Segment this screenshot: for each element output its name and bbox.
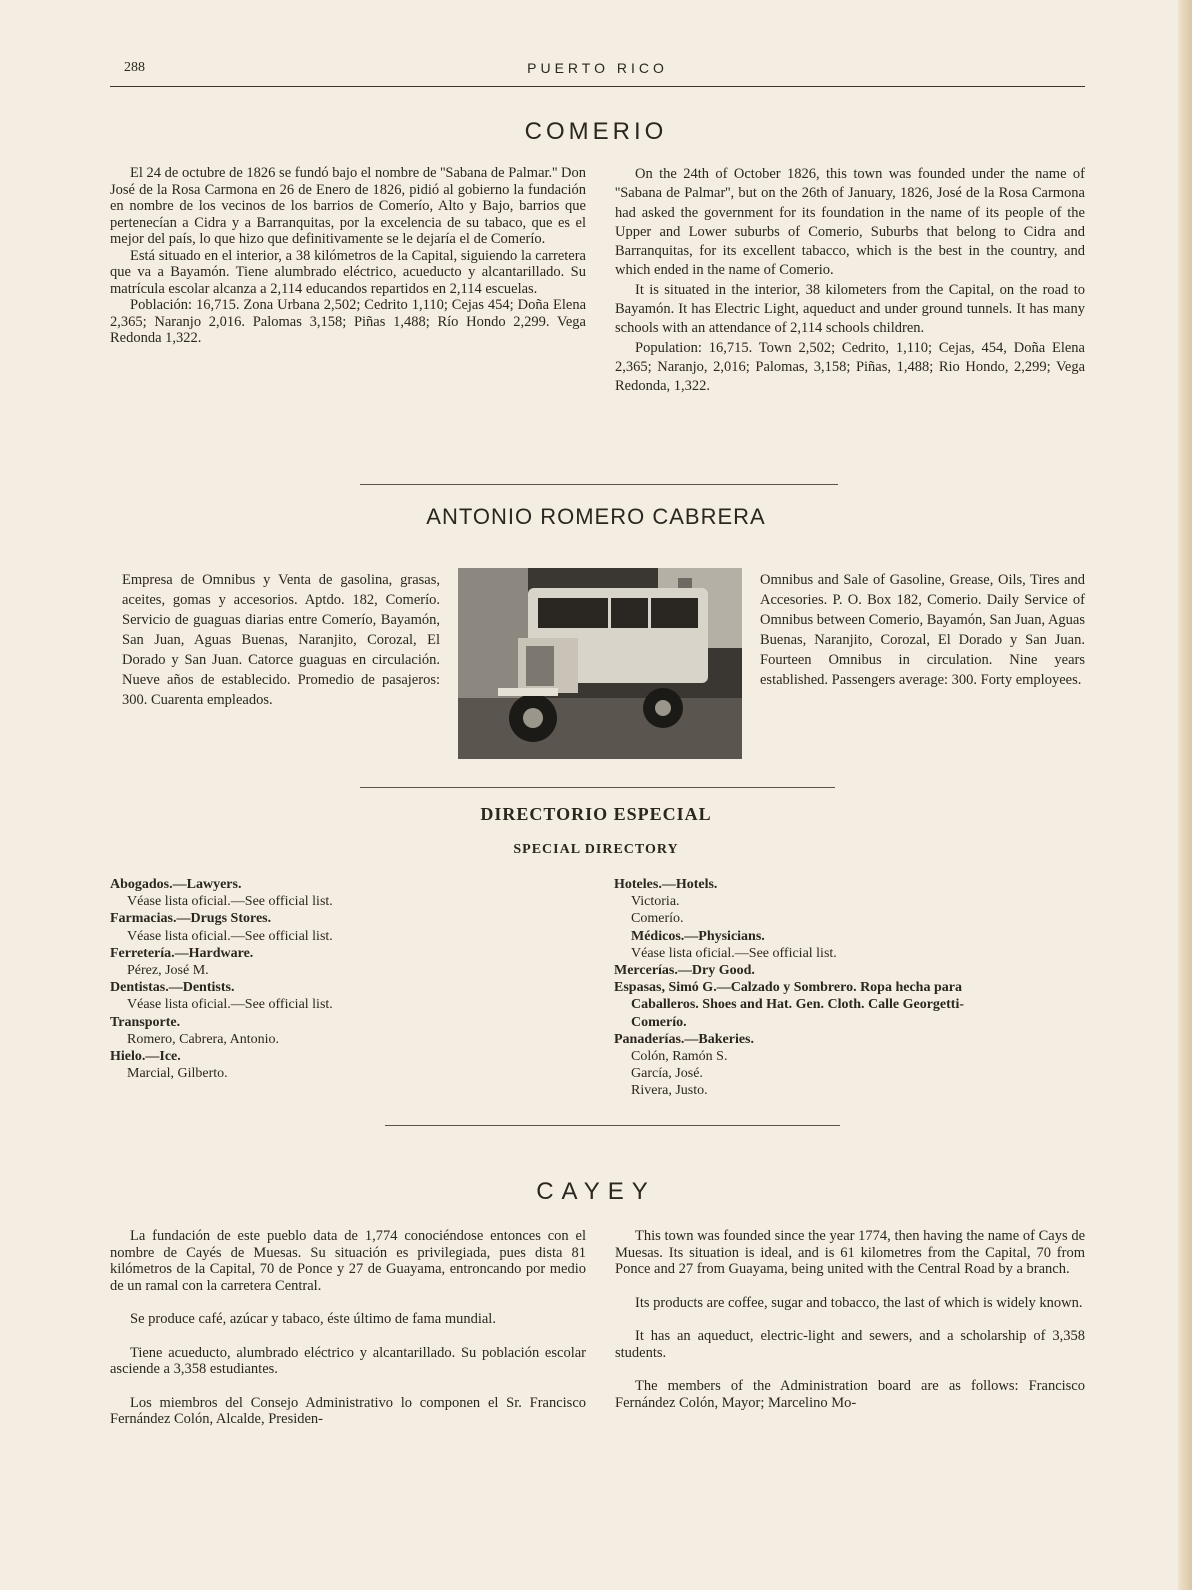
directory-heading: Hoteles.—Hotels.	[614, 877, 718, 892]
section-divider	[565, 787, 835, 788]
directory-entry: Marcial, Gilberto.	[127, 1066, 228, 1082]
directory-heading: Dentistas.—Dentists.	[110, 980, 235, 996]
comerio-title: COMERIO	[524, 118, 668, 145]
page-number: 288	[124, 60, 145, 75]
directory-heading: Mercerías.—Dry Good.	[614, 963, 755, 979]
bus-photo	[458, 568, 742, 759]
paragraph: Population: 16,715. Town 2,502; Cedrito, 1,110; Cejas, 454, Doña Elena 2,365; Naranjo, 2,016; Palomas, 3,158; Piñas, 1,488; Rio Hondo, 2,299; Vega Redonda, 1,322.	[615, 339, 1085, 395]
directory-entry: García, José.	[631, 1066, 703, 1082]
header-rule	[110, 86, 1085, 87]
directory-heading: Abogados.—Lawyers.	[110, 877, 242, 892]
paragraph: It is situated in the interior, 38 kilometers from the Capital, on the road to Bayamón. It has Electric Light, aqueduct and under ground tunnels. It has many schools with an attendance of 2,114 schools children.	[615, 281, 1085, 337]
antonio-title: ANTONIO ROMERO CABRERA	[426, 504, 766, 529]
directory-entry: Comerío.	[631, 911, 684, 927]
directory-heading: Hielo.—Ice.	[110, 1049, 181, 1065]
cayey-english-column	[615, 1228, 1085, 1411]
section-divider	[360, 484, 838, 485]
directory-heading: Espasas, Simó G.—Calzado y Sombrero. Ropa hecha para	[614, 980, 962, 996]
paragraph: Its products are coffee, sugar and tobacco, the last of which is widely known.	[635, 1294, 1083, 1311]
directory-heading: Panaderías.—Bakeries.	[614, 1031, 754, 1047]
directory-entry: Véase lista oficial.—See official list.	[127, 997, 333, 1013]
comerio-english-column	[615, 165, 1085, 397]
paragraph: Está situado en el interior, a 38 kilómetros de la Capital, siguiendo la carretera que va a Bayamón. Tiene alumbrado eléctrico, acueducto y alcantarillado. Su matrícula escolar alcanza a 2,114 educandos repartidos en 2,114 escuelas.	[110, 247, 586, 297]
directory-heading: Farmacias.—Drugs Stores.	[110, 911, 272, 927]
paragraph: Población: 16,715. Zona Urbana 2,502; Cedrito 1,110; Cejas 454; Doña Elena 2,365; Naranjo 2,016. Palomas 3,158; Piñas 1,488; Río Hondo 2,299. Vega Redonda 1,322.	[110, 297, 586, 346]
comerio-spanish-column	[110, 165, 586, 347]
antonio-spanish-column	[122, 570, 440, 710]
directory-entry: Véase lista oficial.—See official list.	[127, 928, 333, 944]
paragraph: This town was founded since the year 1774, then having the name of Cays de Muesas. Its situation is ideal, and is 61 kilometres from the Capital, 70 from Ponce and 27 from Guayama, being united with the Central Road by a branch.	[615, 1228, 1085, 1277]
directory-entry: Véase lista oficial.—See official list.	[127, 894, 333, 910]
directory-heading: Ferretería.—Hardware.	[110, 945, 254, 961]
paragraph: Empresa de Omnibus y Venta de gasolina, grasas, aceites, gomas y accesorios. Aptdo. 182, Comerío. Servicio de guaguas diarias entre Comerío, Bayamón, San Juan, Aguas Buenas, Naranjito, Corozal, El Dorado y San Juan. Catorce guaguas en circulación. Nueve años de establecido. Promedio de pasajeros: 300. Cuarenta empleados.	[122, 572, 440, 708]
directory-entry: Véase lista oficial.—See official list.	[631, 945, 837, 961]
paragraph: It has an aqueduct, electric-light and sewers, and a scholarship of 3,358 students.	[615, 1328, 1085, 1361]
directory-subtitle: SPECIAL DIRECTORY	[513, 842, 679, 857]
paragraph: Se produce café, azúcar y tabaco, éste último de fama mundial.	[130, 1311, 496, 1327]
paragraph: Omnibus and Sale of Gasoline, Grease, Oils, Tires and Accesories. P. O. Box 182, Comerio. Daily Service of Omnibus between Comerio, Bayamón, San Juan, Aguas Buenas, Naranjito, Corozal, El Dorado y San Juan. Fourteen Omnibus in circulation. Nine years established. Passengers average: 300. Forty employees.	[760, 572, 1085, 688]
paragraph: Tiene acueducto, alumbrado eléctrico y alcantarillado. Su población escolar asciende a 3,358 estudiantes.	[110, 1344, 586, 1377]
running-title: PUERTO RICO	[527, 60, 668, 76]
paragraph: The members of the Administration board are as follows: Francisco Fernández Colón, Mayor; Marcelino Mo-	[615, 1378, 1085, 1411]
antonio-english-column	[760, 570, 1085, 690]
directory-entry: Colón, Ramón S.	[631, 1049, 728, 1065]
directory-heading: Caballeros. Shoes and Hat. Gen. Cloth. Calle Georgetti-	[631, 997, 965, 1013]
directory-heading: Transporte.	[110, 1014, 181, 1030]
page-edge	[1178, 0, 1192, 1590]
directory-entry: Romero, Cabrera, Antonio.	[127, 1031, 280, 1047]
directory-heading: Médicos.—Physicians.	[631, 928, 765, 944]
directory-right-column	[614, 876, 1094, 1100]
cayey-spanish-column	[110, 1228, 586, 1428]
bus-photo-image	[458, 568, 742, 759]
section-divider	[360, 787, 565, 788]
paragraph: La fundación de este pueblo data de 1,774 conociéndose entonces con el nombre de Cayés de Muesas. Su situación es privilegiada, pues dista 81 kilómetros de la Capital, 70 de Ponce y 27 de Guayama, entroncando por medio de un ramal con la carretera Central.	[110, 1228, 586, 1294]
directory-entry: Victoria.	[631, 894, 680, 910]
directory-entry: Pérez, José M.	[127, 963, 209, 979]
directory-left-column	[110, 876, 580, 1082]
cayey-title: CAYEY	[536, 1178, 656, 1205]
directory-entry: Rivera, Justo.	[631, 1083, 708, 1099]
paragraph: Los miembros del Consejo Administrativo lo componen el Sr. Francisco Fernández Colón, Alcalde, Presiden-	[110, 1394, 586, 1427]
section-divider	[385, 1125, 840, 1126]
paragraph: El 24 de octubre de 1826 se fundó bajo el nombre de ''Sabana de Palmar.'' Don José de la Rosa Carmona en 26 de Enero de 1826, pidió al gobierno la fundación en nombre de los vecinos de los barrios de Comerío, Alto y Bajo, barrios que pertenecían a Cidra y a Barranquitas, por la excelencia de su tabaco, que es el mejor del país, lo que hizo que definitivamente se le dejaría el de Comerío.	[110, 165, 586, 247]
paragraph: On the 24th of October 1826, this town was founded under the name of ''Sabana de Palmar'', but on the 26th of January, 1826, José de la Rosa Carmona had asked the government for its foundation in the name of its people of the Upper and Lower suburbs of Comerio, Suburbs that belong to Cidra and Barranquitas, for its excellent tabacco, which is the best in the country, and which ended in the name of Comerio.	[615, 166, 1085, 279]
page-header	[110, 60, 1085, 84]
directory-heading: Comerío.	[631, 1014, 687, 1030]
directory-title: DIRECTORIO ESPECIAL	[480, 804, 712, 824]
